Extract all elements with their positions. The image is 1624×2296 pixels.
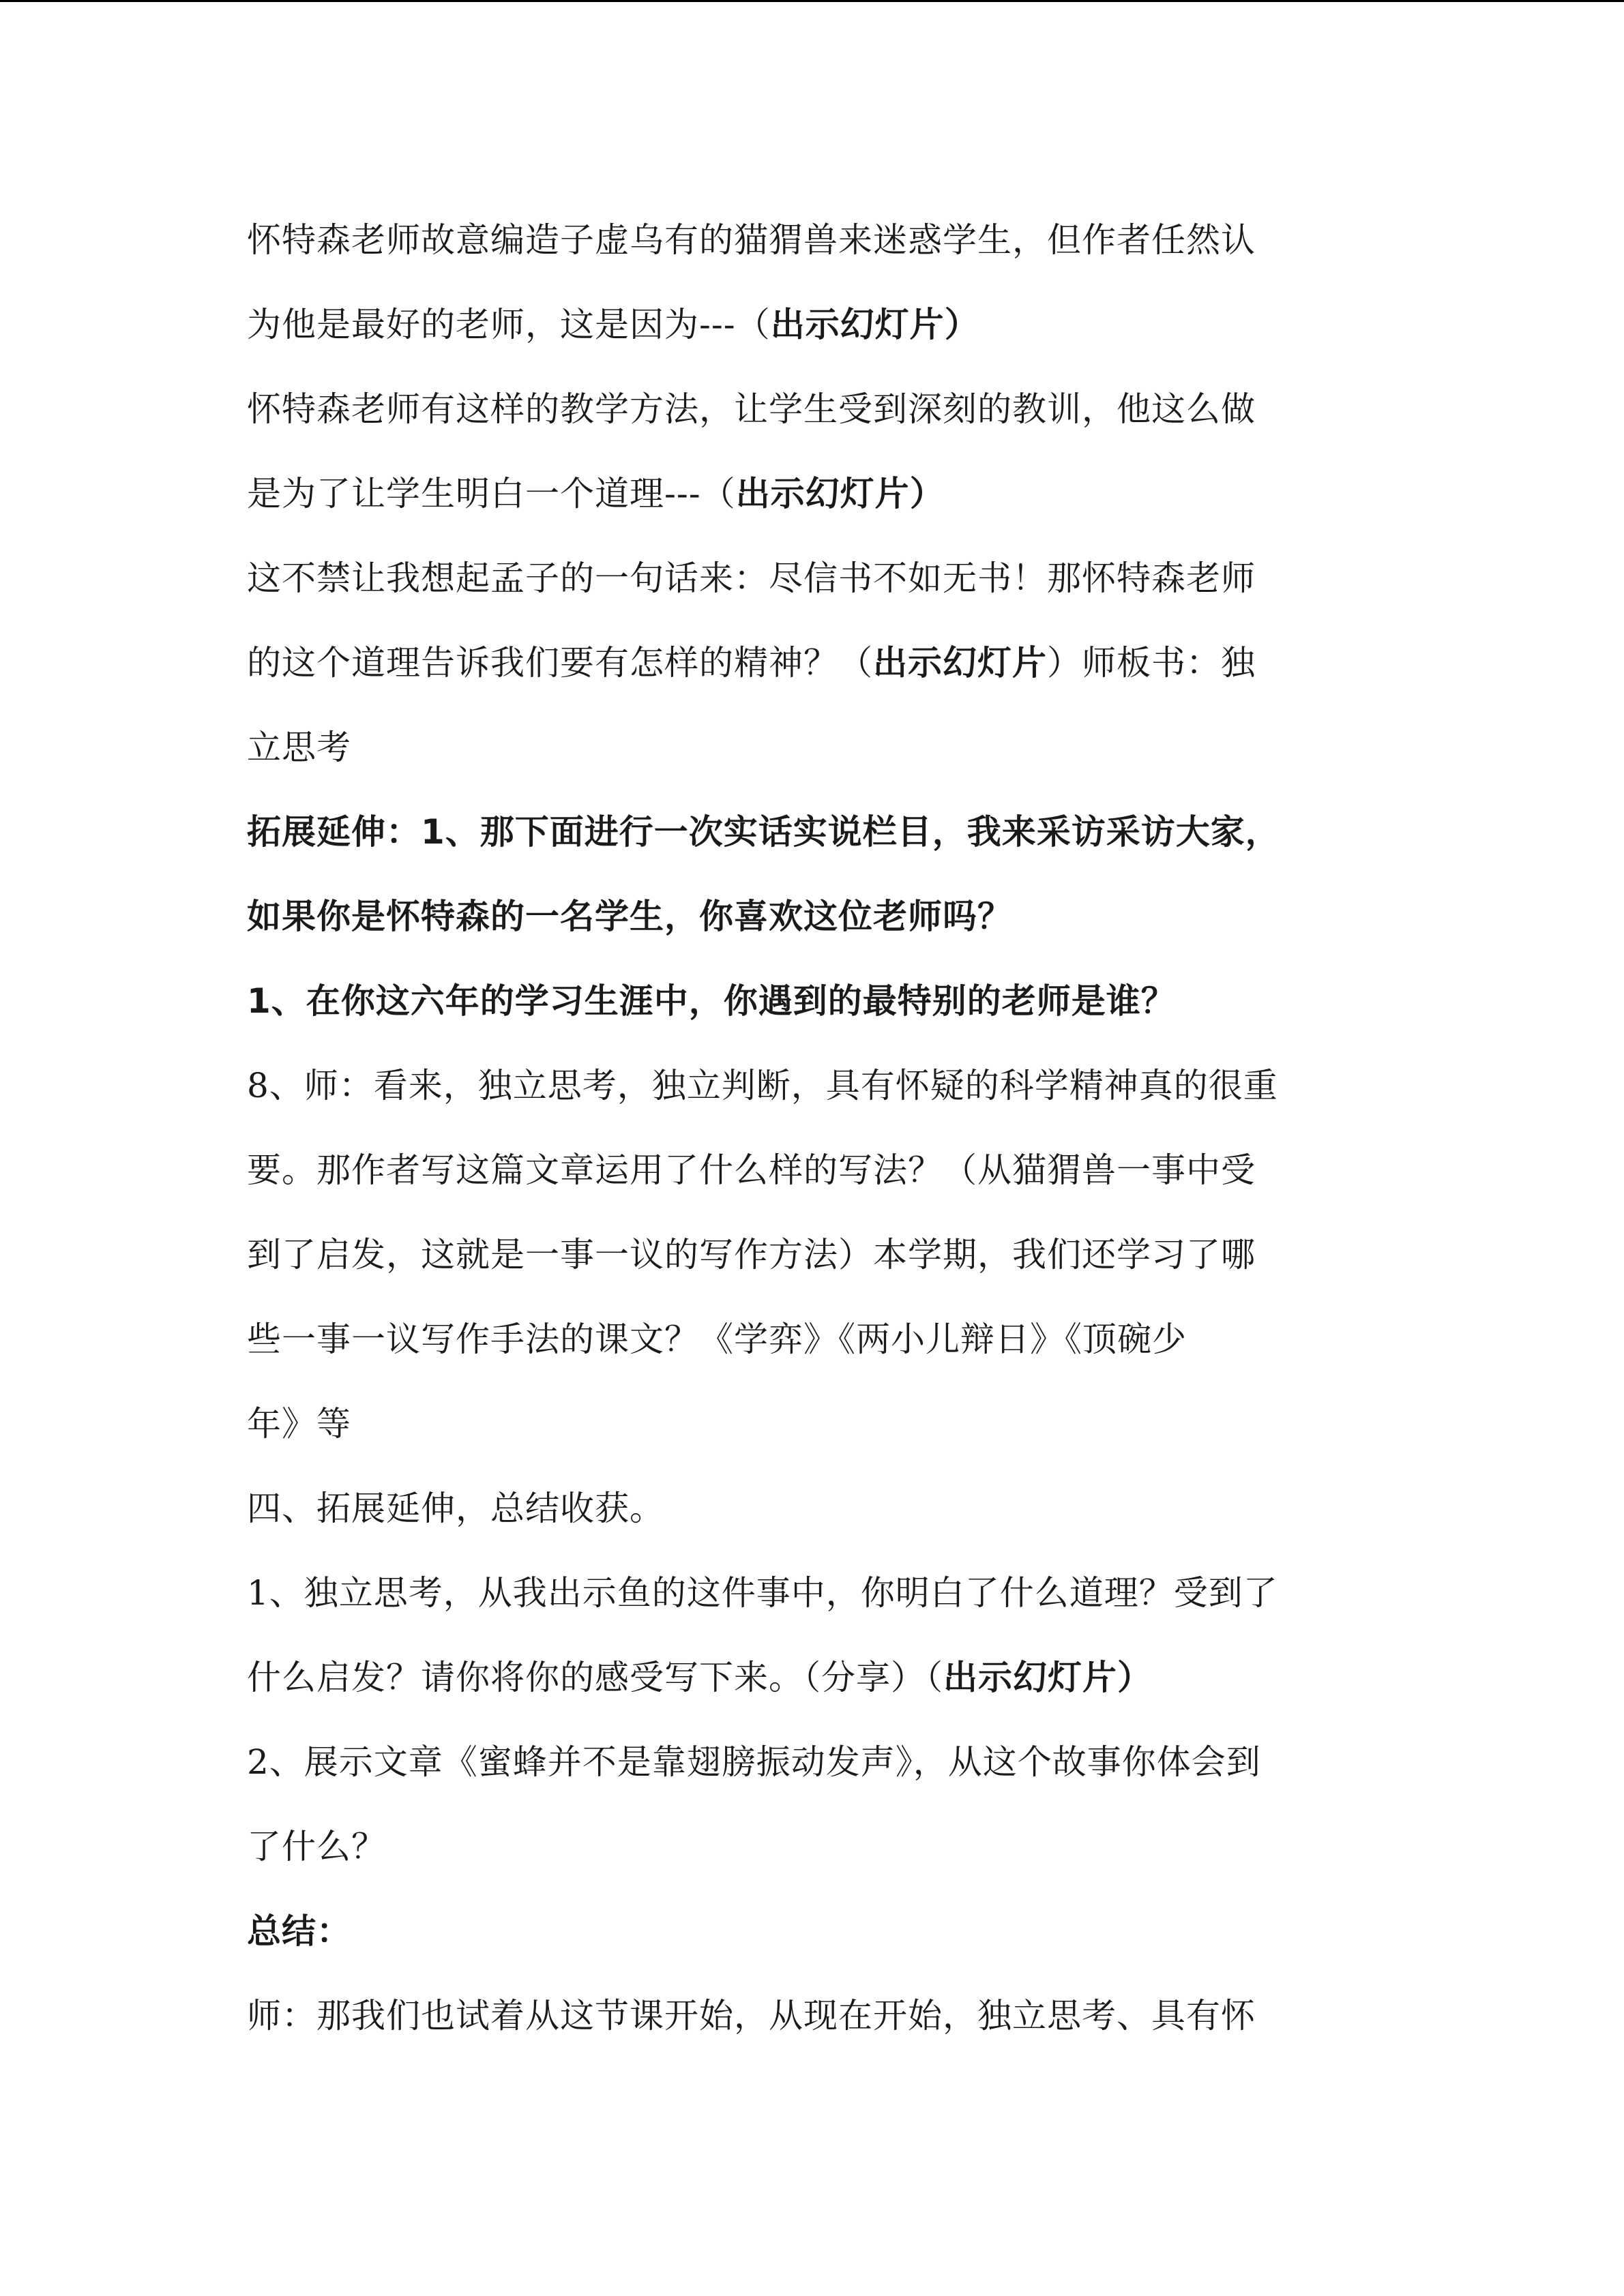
- slide-cue: 出示幻灯片: [735, 474, 910, 513]
- slide-cue: 出示幻灯片: [873, 643, 1047, 683]
- text-run: 1、那下面进行一次实话实说栏目，我来采访采访大家，: [421, 812, 1280, 852]
- text-run: 怀特森老师故意编造子虚乌有的猫猬兽来迷惑学生，但作者任然认: [247, 220, 1256, 260]
- text-run: 年》等: [247, 1404, 351, 1444]
- text-line: [247, 1297, 1187, 1382]
- text-line: [247, 1635, 1152, 1720]
- text-run: 这不禁让我想起孟子的一句话来：尽信书不如无书！那怀特森老师: [247, 558, 1256, 598]
- text-line: [247, 705, 351, 790]
- text-run: 些一事一议写作手法的课文？《学弈》《两小儿辩日》《顶碗少: [247, 1320, 1187, 1359]
- text-line: [247, 1720, 1261, 1804]
- slide-cue: 出示幻灯片: [770, 305, 945, 344]
- text-line: [247, 1551, 1278, 1635]
- text-run: 8、师：看来，独立思考，独立判断，具有怀疑的科学精神真的很重: [247, 1066, 1278, 1105]
- text-run: 到了启发，这就是一事一议的写作方法）本学期，我们还学习了哪: [247, 1235, 1256, 1274]
- section-heading-summary: 四、拓展延伸，总结收获。: [247, 1489, 664, 1528]
- text-line: [247, 1212, 1256, 1297]
- text-line: [247, 959, 1176, 1043]
- text-run: 的这个道理告诉我们要有怎样的精神？（: [247, 643, 873, 683]
- section-heading-extension: 拓展延伸：: [247, 812, 421, 852]
- text-run: 怀特森老师有这样的教学方法，让学生受到深刻的教训，他这么做: [247, 389, 1256, 429]
- text-line: [247, 1128, 1256, 1212]
- section-heading-conclusion: 总结：: [247, 1911, 351, 1951]
- text-run: ）: [909, 474, 945, 513]
- text-run: 为他是最好的老师，这是因为---（: [247, 305, 771, 344]
- text-line: [247, 282, 979, 367]
- text-line: [247, 367, 1256, 451]
- text-line: [247, 451, 945, 536]
- page-top-border: [0, 0, 1624, 2]
- text-line: [247, 621, 1256, 705]
- text-line: [247, 874, 1012, 959]
- text-run: 立思考: [247, 728, 351, 767]
- text-run: 要。那作者写这篇文章运用了什么样的写法？（从猫猬兽一事中受: [247, 1150, 1256, 1190]
- text-line: [247, 1382, 351, 1466]
- text-line: [247, 1043, 1278, 1128]
- text-run: 是为了让学生明白一个道理---（: [247, 474, 736, 513]
- text-line: [247, 790, 1280, 874]
- text-run: 了什么？: [247, 1827, 386, 1866]
- text-run: 师：那我们也试着从这节课开始，从现在开始，独立思考、具有怀: [247, 1996, 1256, 2036]
- text-run: ）师板书：独: [1047, 643, 1256, 683]
- text-run: 如果你是怀特森的一名学生，你喜欢这位老师吗？: [247, 897, 1012, 936]
- text-line: [247, 1804, 386, 1889]
- text-line: [247, 1973, 1256, 2058]
- text-line: [247, 536, 1256, 621]
- text-line: [247, 1889, 351, 1973]
- slide-cue: 出示幻灯片: [943, 1658, 1117, 1697]
- text-run: 什么启发？请你将你的感受写下来。（分享）（: [247, 1658, 943, 1697]
- text-run: ）: [1117, 1658, 1152, 1697]
- text-line: [247, 198, 1256, 282]
- text-run: ）: [944, 305, 979, 344]
- text-run: 1、在你这六年的学习生涯中，你遇到的最特别的老师是谁？: [247, 981, 1176, 1021]
- text-line: [247, 1466, 664, 1551]
- text-run: 2、展示文章《蜜蜂并不是靠翅膀振动发声》，从这个故事你体会到: [247, 1742, 1261, 1782]
- text-run: 1、独立思考，从我出示鱼的这件事中，你明白了什么道理？受到了: [247, 1573, 1278, 1613]
